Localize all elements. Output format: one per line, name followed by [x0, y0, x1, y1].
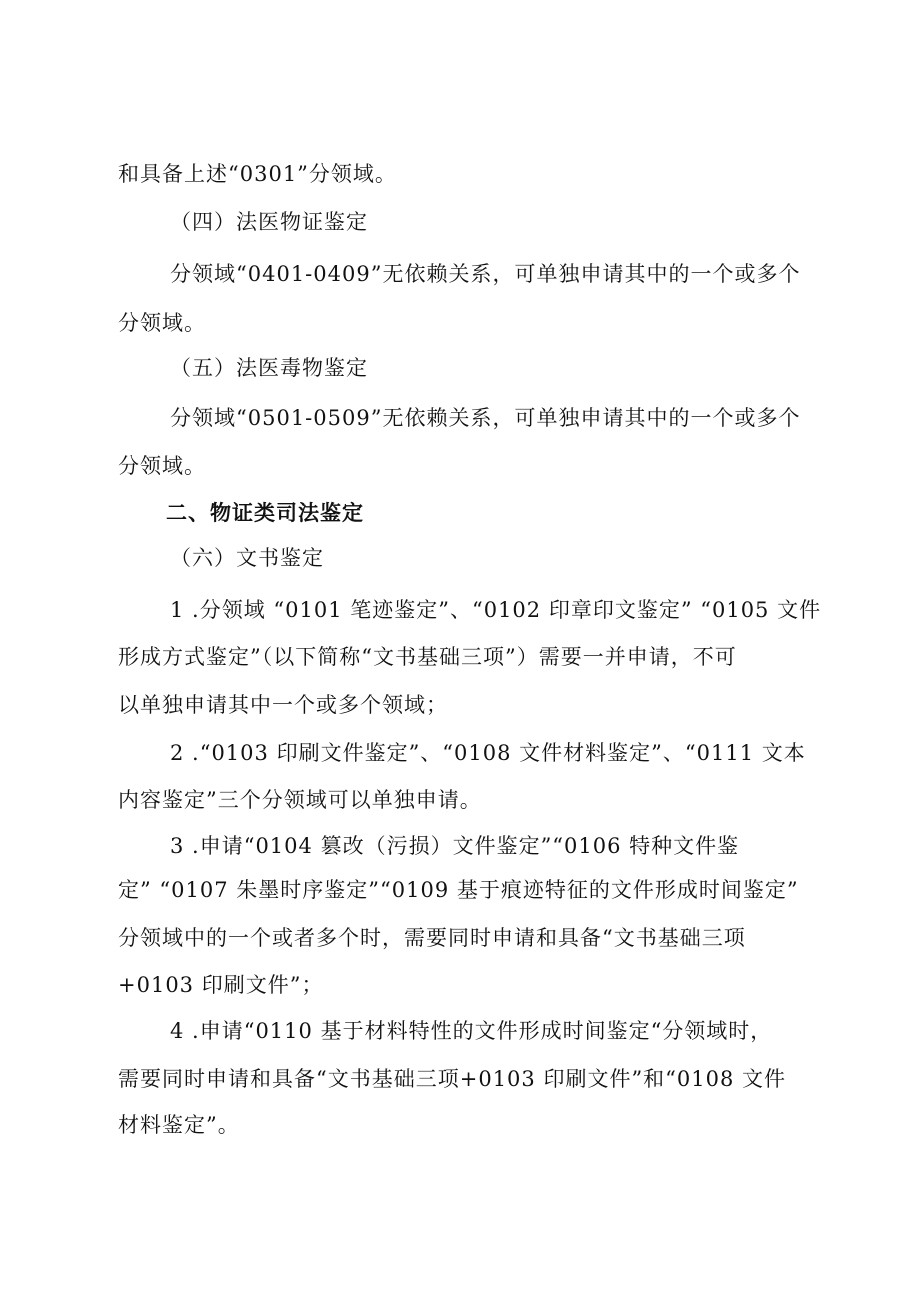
section-subheading: （六）文书鉴定 — [170, 546, 324, 570]
paragraph-line: 分领域“0501-0509”无依赖关系，可单独申请其中的一个或多个 — [170, 406, 801, 430]
paragraph-line: 需要同时申请和具备“文书基础三项+0103 印刷文件”和“0108 文件 — [118, 1067, 787, 1091]
paragraph-line: 材料鉴定”。 — [118, 1113, 240, 1137]
paragraph-line: 2 .“0103 印刷文件鉴定”、“0108 文件材料鉴定”、“0111 文本 — [170, 741, 806, 765]
section-heading: 二、物证类司法鉴定 — [166, 501, 364, 525]
paragraph-line: 4 .申请“0110 基于材料特性的文件形成时间鉴定“分领域时， — [170, 1019, 773, 1043]
paragraph-line: 形成方式鉴定”（以下简称“文书基础三项”）需要一并申请，不可 — [118, 645, 737, 669]
paragraph-line: 分领域中的一个或者多个时，需要同时申请和具备“文书基础三项 — [118, 926, 746, 950]
paragraph-line: 1 .分领域 “0101 笔迹鉴定”、“0102 印章印文鉴定” “0105 文件 — [170, 598, 822, 622]
paragraph-line: +0103 印刷文件”； — [118, 973, 324, 997]
paragraph-line: 分领域“0401-0409”无依赖关系，可单独申请其中的一个或多个 — [170, 262, 801, 286]
section-subheading: （四）法医物证鉴定 — [170, 210, 368, 234]
paragraph-line: 3 .申请“0104 篡改（污损）文件鉴定”“0106 特种文件鉴 — [170, 834, 740, 858]
paragraph-line: 定” “0107 朱墨时序鉴定”“0109 基于痕迹特征的文件形成时间鉴定” — [118, 878, 799, 902]
paragraph-line: 以单独申请其中一个或多个领域； — [118, 693, 448, 717]
section-subheading: （五）法医毒物鉴定 — [170, 356, 368, 380]
paragraph-line: 和具备上述“0301”分领域。 — [118, 162, 397, 186]
paragraph-line: 分领域。 — [118, 311, 206, 335]
paragraph-line: 内容鉴定”三个分领域可以单独申请。 — [118, 788, 482, 812]
paragraph-line: 分领域。 — [118, 454, 206, 478]
